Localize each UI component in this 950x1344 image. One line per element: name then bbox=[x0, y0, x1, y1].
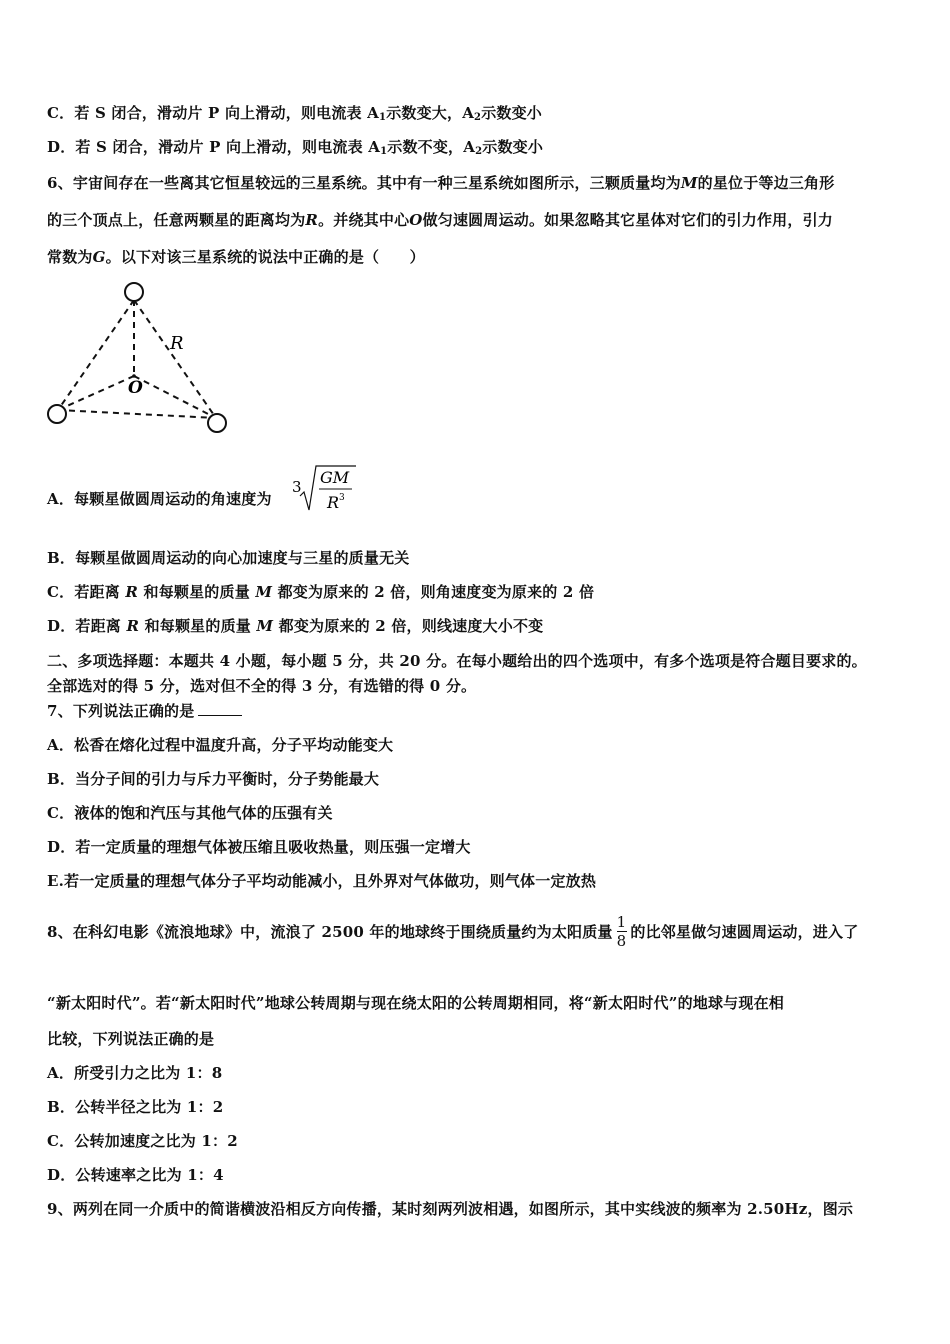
section2-line2: 全部选对的得 5 分，选对但不全的得 3 分，有选错的得 0 分。 bbox=[47, 677, 477, 695]
q8-option-d: D．公转速率之比为 1：4 bbox=[47, 1166, 224, 1184]
section2-line1: 二、多项选择题：本题共 4 小题，每小题 5 分，共 20 分。在每小题给出的四个选项中，有多个选项是符合题目要求的。 bbox=[47, 652, 867, 670]
formula-numerator: GM bbox=[320, 468, 350, 487]
three-star-figure bbox=[40, 278, 240, 438]
star-right bbox=[208, 414, 226, 432]
fraction-one-eighth: $\frac{1}{8}$ bbox=[616, 912, 627, 950]
triangle-edge-left bbox=[58, 300, 134, 410]
q8-option-c: C．公转加速度之比为 1：2 bbox=[47, 1132, 238, 1150]
q9-stem-line1: 9、两列在同一介质中的简谐横波沿相反方向传播，某时刻两列波相遇，如图所示，其中实线波的频率为 2.50Hz，图示 bbox=[47, 1200, 854, 1218]
q7-option-c: C．液体的饱和汽压与其他气体的压强有关 bbox=[47, 804, 333, 822]
star-left bbox=[48, 405, 66, 423]
q6-stem-line2: 的三个顶点上，任意两颗星的距离均为R。并绕其中心O做匀速圆周运动。如果忽略其它星体对它们的引力作用，引力 bbox=[47, 211, 833, 229]
formula-cube-root bbox=[290, 462, 360, 516]
q7-option-a: A．松香在熔化过程中温度升高，分子平均动能变大 bbox=[47, 736, 394, 754]
q6-option-c: C．若距离 R 和每颗星的质量 M 都变为原来的 2 倍，则角速度变为原来的 2 倍 bbox=[47, 583, 595, 601]
q7-option-e: E.若一定质量的理想气体分子平均动能减小，且外界对气体做功，则气体一定放热 bbox=[47, 872, 597, 890]
q7-option-b: B．当分子间的引力与斥力平衡时，分子势能最大 bbox=[47, 770, 380, 788]
q5-option-c: C．若 S 闭合，滑动片 P 向上滑动，则电流表 $A_1$示数变大，$A_2$示数变小 bbox=[47, 104, 543, 123]
q5-option-d: D．若 S 闭合，滑动片 P 向上滑动，则电流表 $A_1$示数不变，$A_2$示数变小 bbox=[47, 138, 544, 157]
formula-exponent: 3 bbox=[339, 493, 345, 503]
formula-denominator: R bbox=[327, 493, 340, 512]
q6-option-a: A．每颗星做圆周运动的角速度为 bbox=[47, 490, 272, 508]
triangle-edge-right bbox=[134, 300, 216, 418]
q6-stem-line1: 6、宇宙间存在一些离其它恒星较远的三星系统。其中有一种三星系统如图所示，三颗质量均为M的星位于等边三角形 bbox=[47, 174, 835, 192]
q7-option-d: D．若一定质量的理想气体被压缩且吸收热量，则压强一定增大 bbox=[47, 838, 471, 856]
q6-stem-line3: 常数为G。以下对该三星系统的说法中正确的是（ ） bbox=[47, 248, 425, 266]
star-top bbox=[125, 283, 143, 301]
answer-blank bbox=[198, 703, 242, 716]
triangle-edge-bottom bbox=[58, 410, 216, 418]
q8-option-b: B．公转半径之比为 1：2 bbox=[47, 1098, 224, 1116]
root-index: 3 bbox=[292, 478, 302, 496]
label-o: O bbox=[128, 378, 143, 398]
q8-option-a: A．所受引力之比为 1：8 bbox=[47, 1064, 223, 1082]
center-line-right bbox=[134, 376, 216, 418]
q8-stem-line2: “新太阳时代”。若“新太阳时代”地球公转周期与现在绕太阳的公转周期相同，将“新太阳时代”的地球与现在相 bbox=[47, 994, 784, 1012]
q6-option-b: B．每颗星做圆周运动的向心加速度与三星的质量无关 bbox=[47, 549, 410, 567]
label-r: R bbox=[170, 333, 184, 354]
q8-stem-line1: 8、在科幻电影《流浪地球》中，流浪了 2500 年的地球终于围绕质量约为太阳质量 $\frac{1}{8}$ 的比邻星做匀速圆周运动，进入了 bbox=[47, 912, 859, 950]
q6-option-d: D．若距离 R 和每颗星的质量 M 都变为原来的 2 倍，则线速度大小不变 bbox=[47, 617, 544, 635]
q7-stem: 7、下列说法正确的是 bbox=[47, 700, 242, 721]
q8-stem-line3: 比较，下列说法正确的是 bbox=[47, 1030, 215, 1048]
